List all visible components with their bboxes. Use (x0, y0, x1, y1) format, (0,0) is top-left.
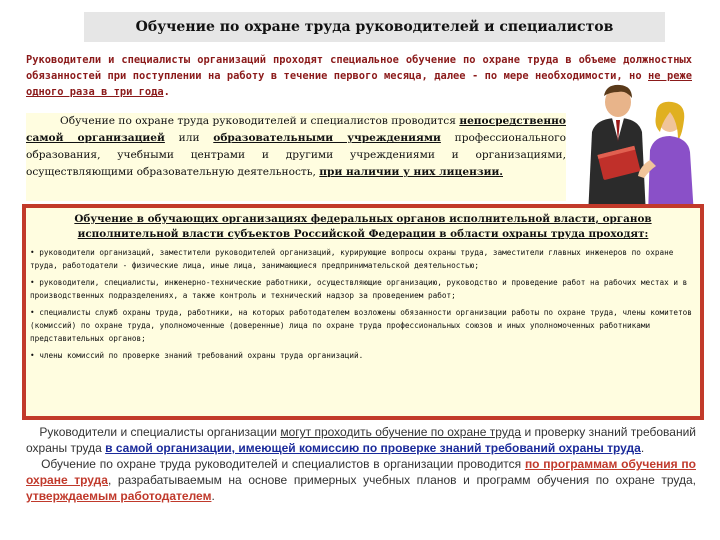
para2-text-1: Обучение по охране труда руководителей и специалистов проводится (60, 115, 460, 127)
para2-underlined-1: непосредственно самой организацией (26, 115, 566, 144)
intro-end: . (163, 86, 170, 98)
federal-training-box (22, 204, 704, 420)
slide-title (84, 12, 665, 42)
box-bullet-4: • члены комиссий по проверке знаний требований охраны труда организаций. (30, 351, 364, 360)
para2-text-3: профессионального образования, учебными центрами и другими учреждениями и организациями, осуществляющими образовательную деятельность, (26, 132, 567, 178)
bottom-p2-text-1: Обучение по охране труда руководителей и специалистов в организации проводится (41, 457, 525, 471)
bottom-paragraphs (26, 424, 696, 504)
box-heading: Обучение в обучающих организациях федеральных органов исполнительной власти, органов исполнительной власти субъектов Российской Федерации в области охраны труда проходят: (74, 213, 652, 240)
para2-underlined-3: при наличии у них лицензии. (319, 166, 503, 178)
bottom-paragraph-1 (26, 424, 696, 456)
para2-text-2: или (164, 132, 214, 144)
bottom-p1-end: . (640, 441, 645, 455)
para2-underlined-2: образовательными учреждениями (213, 132, 441, 144)
bottom-p1-text-1: Руководители и специалисты организации (39, 425, 281, 439)
bottom-p1-underlined-1: могут проходить обучение по охране труда (280, 425, 522, 439)
training-provider-paragraph (26, 113, 566, 201)
box-bullet-2: • руководители, специалисты, инженерно-технические работники, осуществляющие организацию, руководство и проведение работ на рабочих местах и в производственных подразделениях, а также контроль и технический надзор за проведением работ; (30, 278, 688, 300)
bottom-paragraph-2 (26, 456, 696, 504)
woman-figure (638, 102, 694, 216)
box-bullet-1: • руководители организаций, заместители руководителей организаций, курирующие вопросы охраны труда, заместители главных инженеров по охране труда, работодатели - физические лица, иные лица, занимающиеся предпринимательской деятельностью; (30, 248, 674, 270)
intro-underlined: не реже одного раза в три года (26, 70, 692, 98)
box-bullet-3: • специалисты служб охраны труда, работники, на которых работодателем возложены обязанности организации работы по охране труда, члены комитетов (комиссий) по охране труда, уполномоченные (доверенные) лица по охране труда профессиональных союзов и иных уполномоченных работниками представительных органов; (30, 308, 692, 343)
man-figure (588, 85, 646, 216)
people-reading-illustration (566, 80, 706, 216)
intro-text: Руководители и специалисты организаций проходят специальное обучение по охране труда в объеме должностных обязанностей при поступлении на работу в течение первого месяца, далее - по мере необходимости, но (26, 54, 692, 82)
bottom-p1-underlined-2: в самой организации, имеющей комиссию по проверке знаний требований охраны труда (105, 441, 641, 455)
bottom-p2-underlined-2: утверждаемым работодателем (26, 489, 212, 503)
slide-title-text: Обучение по охране труда руководителей и специалистов (135, 19, 614, 35)
bottom-p2-text-2: , разрабатываемым на основе примерных учебных планов и программ обучения по охране труда, (107, 473, 696, 487)
bottom-p2-end: . (211, 489, 215, 503)
bottom-p1-text-2: и проверку знаний требований охраны труда (26, 425, 697, 455)
bottom-p2-underlined-1: по программам обучения по охране труда (26, 457, 696, 487)
